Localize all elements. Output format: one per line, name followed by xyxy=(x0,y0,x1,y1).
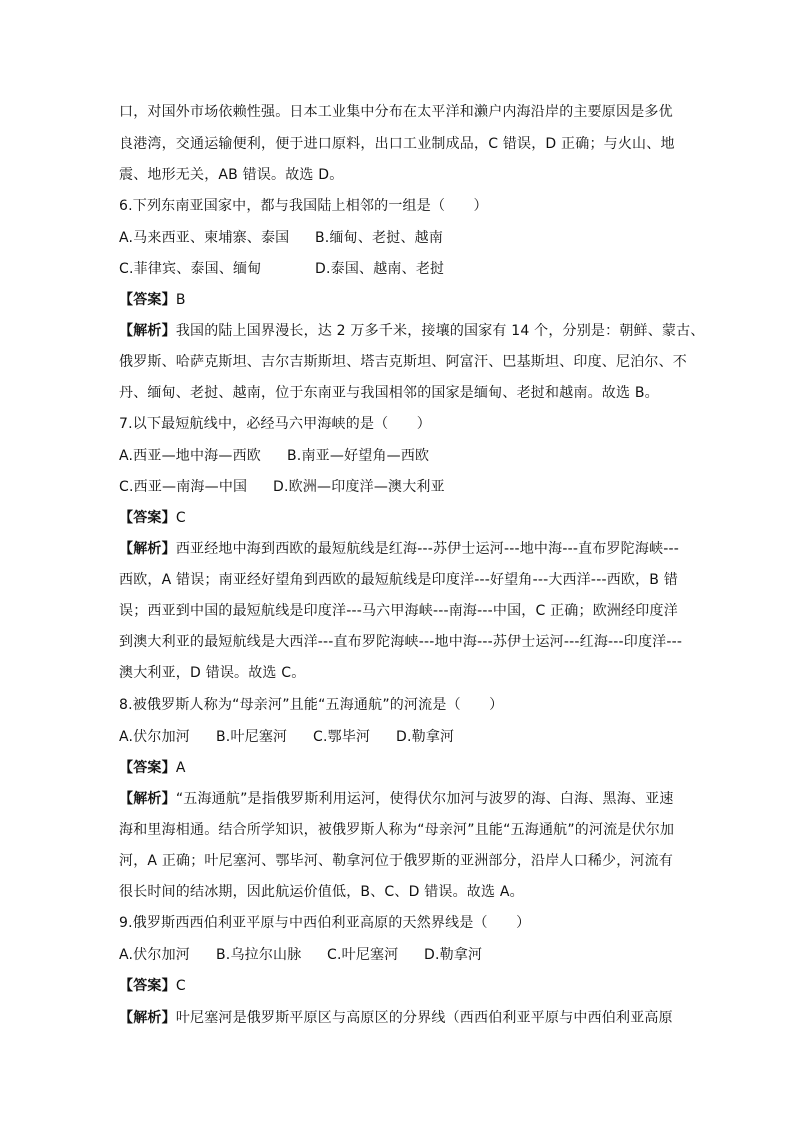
q7-answer-label: 【答案】 xyxy=(119,510,176,526)
q6-answer-value: B xyxy=(175,292,186,308)
q7-analysis-line-4: 到澳大利亚的最短航线是大西洋---直布罗陀海峡---地中海---苏伊士运河---红海---印度洋--- xyxy=(119,634,683,650)
q8-analysis-line-2: 海和里海相通。结合所学知识，被俄罗斯人称为“母亲河”且能“五海通航”的河流是伏尔加 xyxy=(119,822,675,838)
q6-analysis-line-1 xyxy=(119,321,705,341)
q9-option-d: D.勒拿河 xyxy=(424,947,483,963)
q6-stem: 6.下列东南亚国家中，都与我国陆上相邻的一组是（ ） xyxy=(119,198,488,214)
q9-answer-label: 【答案】 xyxy=(119,978,176,994)
q8-option-b: B.叶尼塞河 xyxy=(216,729,288,745)
q7-answer xyxy=(119,508,186,528)
q8-answer xyxy=(119,758,186,778)
q6-answer xyxy=(119,290,186,310)
q6-option-a: A.马来西亚、柬埔寨、泰国 xyxy=(119,230,290,246)
q7-answer-value: C xyxy=(175,510,186,526)
q9-analysis-text-1: 叶尼塞河是俄罗斯平原区与高原区的分界线（西西伯利亚平原与中西伯利亚高原 xyxy=(175,1010,673,1026)
q9-stem: 9.俄罗斯西西伯利亚平原与中西伯利亚高原的天然界线是（ ） xyxy=(119,915,531,931)
q6-option-b: B.缅甸、老挝、越南 xyxy=(315,230,444,246)
q6-analysis-label: 【解析】 xyxy=(119,323,176,339)
q7-option-d: D.欧洲—印度洋—澳大利亚 xyxy=(273,479,445,495)
q6-analysis-text-1: 我国的陆上国界漫长，达 2 万多千米，接壤的国家有 14 个，分别是：朝鲜、蒙古、 xyxy=(175,323,705,339)
q9-analysis-label: 【解析】 xyxy=(119,1010,176,1026)
q7-option-a: A.西亚—地中海—西欧 xyxy=(119,448,261,464)
q6-answer-label: 【答案】 xyxy=(119,292,176,308)
q8-analysis-line-3: 河，A 正确；叶尼塞河、鄂毕河、勒拿河位于俄罗斯的亚洲部分，沿岸人口稀少，河流有 xyxy=(119,853,674,869)
q8-option-d: D.勒拿河 xyxy=(396,729,455,745)
q7-analysis-line-2: 西欧，A 错误；南亚经好望角到西欧的最短航线是印度洋---好望角---大西洋---西欧，B 错 xyxy=(119,572,678,588)
q6-options-row-1 xyxy=(119,228,443,248)
q8-stem: 8.被俄罗斯人称为“母亲河”且能“五海通航”的河流是（ ） xyxy=(119,697,504,713)
q9-answer xyxy=(119,976,186,996)
q7-analysis-line-3: 误；西亚到中国的最短航线是印度洋---马六甲海峡---南海---中国，C 正确；欧洲经印度洋 xyxy=(119,603,678,619)
q9-analysis-line-1 xyxy=(119,1008,673,1028)
q6-analysis-line-3: 丹、缅甸、老挝、越南，位于东南亚与我国相邻的国家是缅甸、老挝和越南。故选 B。 xyxy=(119,385,659,401)
q7-analysis-label: 【解析】 xyxy=(119,541,176,557)
q8-analysis-line-4: 很长时间的结冰期，因此航运价值低，B、C、D 错误。故选 A。 xyxy=(119,884,524,900)
q9-options-row xyxy=(119,945,482,965)
q8-options-row xyxy=(119,727,454,747)
q7-analysis-line-1 xyxy=(119,539,679,559)
q8-analysis-line-1 xyxy=(119,789,674,809)
q7-analysis-text-1: 西亚经地中海到西欧的最短航线是红海---苏伊士运河---地中海---直布罗陀海峡--- xyxy=(175,541,680,557)
q6-options-row-2 xyxy=(119,259,444,279)
prev-analysis-line-3: 震、地形无关，AB 错误。故选 D。 xyxy=(119,167,344,183)
q8-analysis-label: 【解析】 xyxy=(119,791,176,807)
q7-option-c: C.西亚—南海—中国 xyxy=(119,479,248,495)
q7-stem: 7.以下最短航线中，必经马六甲海峡的是（ ） xyxy=(119,416,431,432)
prev-analysis-line-2: 良港湾，交通运输便利，便于进口原料，出口工业制成品，C 错误，D 正确；与火山、地 xyxy=(119,136,675,152)
q9-option-a: A.伏尔加河 xyxy=(119,947,190,963)
q8-analysis-text-1: “五海通航”是指俄罗斯利用运河，使得伏尔加河与波罗的海、白海、黑海、亚速 xyxy=(175,791,674,807)
q9-option-b: B.乌拉尔山脉 xyxy=(216,947,302,963)
prev-analysis-line-1: 口，对国外市场依赖性强。日本工业集中分布在太平洋和濑户内海沿岸的主要原因是多优 xyxy=(119,104,673,120)
q6-option-c: C.菲律宾、泰国、缅甸 xyxy=(119,261,262,277)
q7-options-row-2 xyxy=(119,477,445,497)
q8-option-a: A.伏尔加河 xyxy=(119,729,190,745)
q6-analysis-line-2: 俄罗斯、哈萨克斯坦、吉尔吉斯斯坦、塔吉克斯坦、阿富汗、巴基斯坦、印度、尼泊尔、不 xyxy=(119,354,687,370)
q7-analysis-line-5: 澳大利亚，D 错误。故选 C。 xyxy=(119,665,306,681)
q9-answer-value: C xyxy=(175,978,186,994)
q7-option-b: B.南亚—好望角—西欧 xyxy=(287,448,430,464)
q6-option-d: D.泰国、越南、老挝 xyxy=(315,261,445,277)
q8-option-c: C.鄂毕河 xyxy=(313,729,371,745)
q9-option-c: C.叶尼塞河 xyxy=(327,947,399,963)
q8-answer-label: 【答案】 xyxy=(119,760,176,776)
q8-answer-value: A xyxy=(175,760,186,776)
q7-options-row-1 xyxy=(119,446,429,466)
